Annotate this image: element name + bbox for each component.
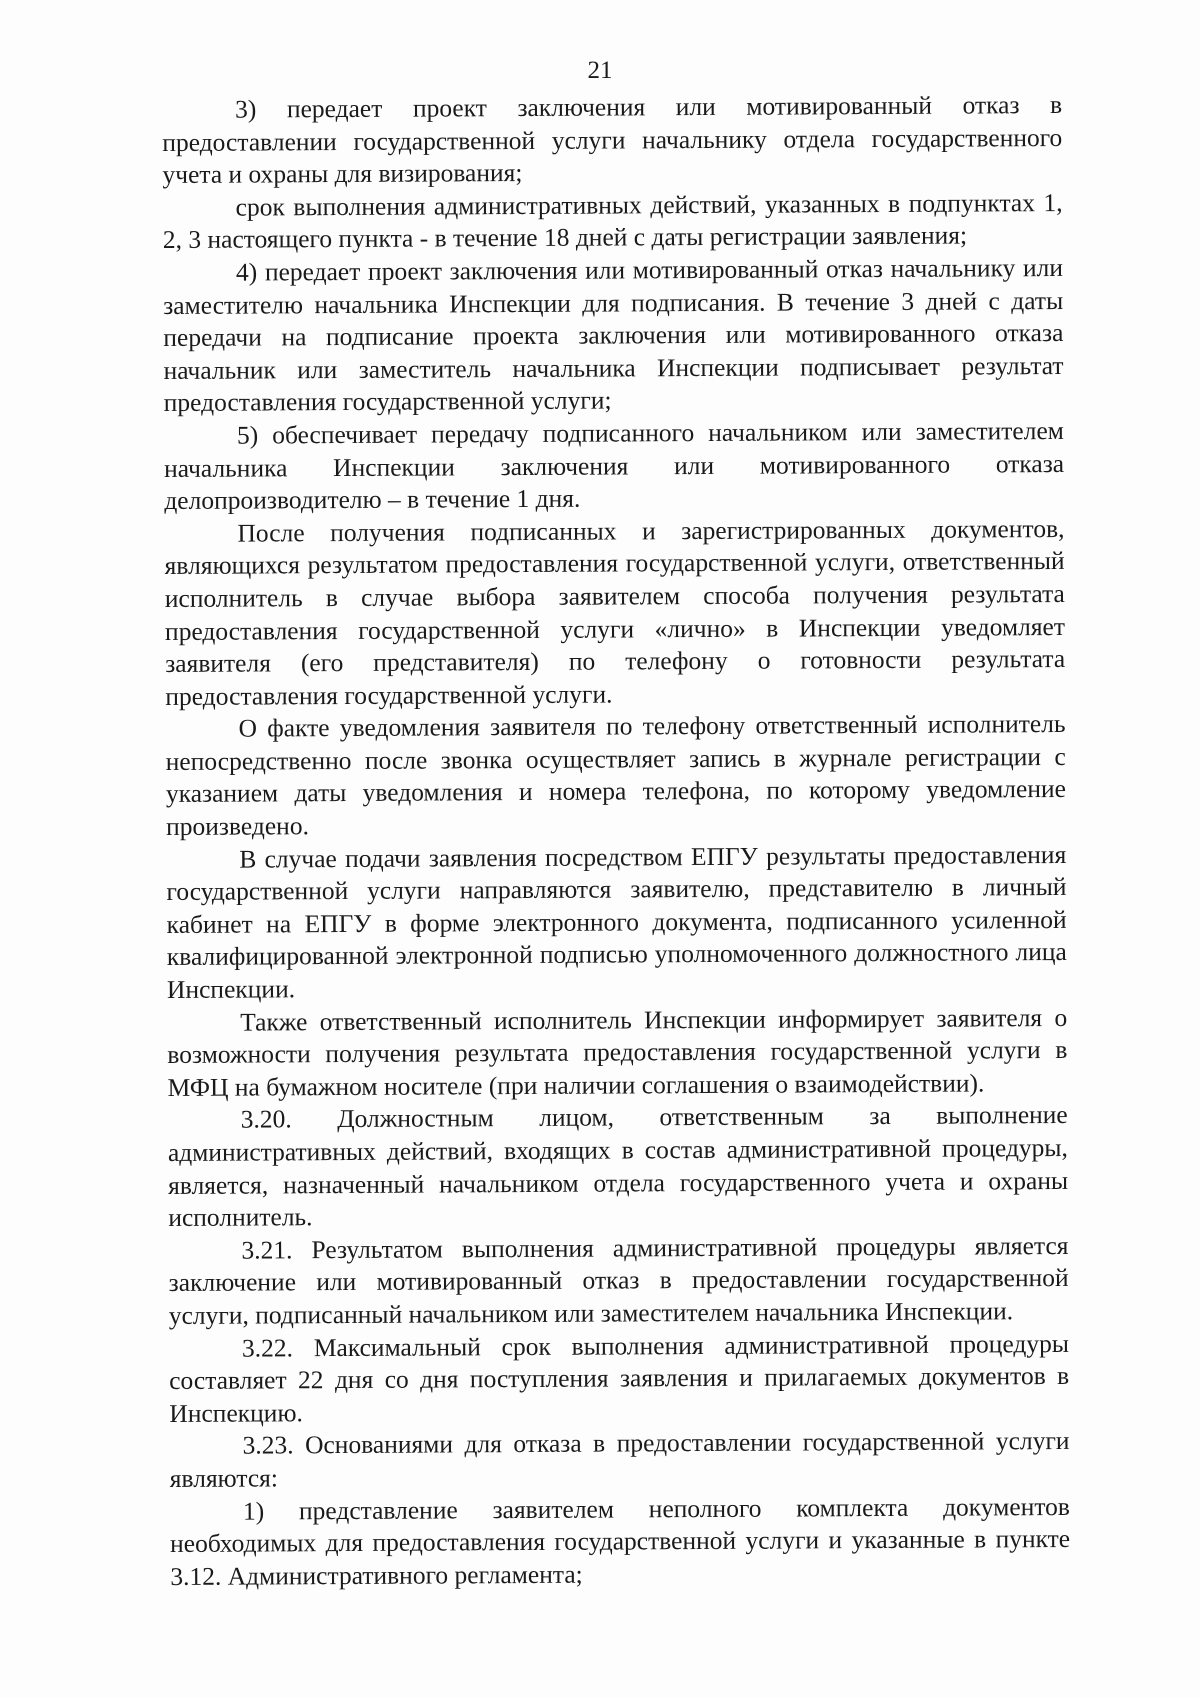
paragraph-clause-3-23: 3.23. Основаниями для отказа в предоставлении государственной услуги являются: (169, 1426, 1070, 1493)
page-number: 21 (587, 57, 613, 84)
paragraph-clause-3-21: 3.21. Результатом выполнения административной процедуры является заключение или мотивированный отказ в предоставлении государственной услуги, подписанный начальником или заместителем начальника Инспекции. (168, 1230, 1069, 1330)
paragraph-deadline-items-1-3: срок выполнения административных действий, указанных в подпунктах 1, 2, 3 настоящего пункта - в течение 18 дней с даты регистрации заявления; (162, 187, 1063, 255)
paragraph-item-3-send-draft: 3) передает проект заключения или мотивированный отказ в предоставлении государственной услуги начальнику отдела государственного учета и охраны для визирования; (162, 89, 1063, 190)
paragraph-item-4-signing: 4) передает проект заключения или мотивированный отказ начальнику или заместителю начальника Инспекции для подписания. В течение 3 дней с даты передачи на подписание проекта заключения или мотивированного отказа начальник или заместитель начальника Инспекции подписывает результат предоставления государственной услуги; (163, 252, 1064, 418)
paragraph-notify-applicant: После получения подписанных и зарегистрированных документов, являющихся результатом предоставления государственной услуги, ответственный исполнитель в случае выбора заявителем способа получения результата предоставления государственной услуги «лично» в Инспекции уведомляет заявителя (его представителя) по телефону о готовности результата предоставления государственной услуги. (164, 513, 1066, 711)
paragraph-journal-record: О факте уведомления заявителя по телефону ответственный исполнитель непосредственно после звонка осуществляет запись в журнале регистрации с указанием даты уведомления и номера телефона, по которому уведомление произведено. (165, 709, 1066, 842)
paragraph-mfc-info: Также ответственный исполнитель Инспекции информирует заявителя о возможности получения результата предоставления государственной услуги в МФЦ на бумажном носителе (при наличии соглашения о взаимодействии). (167, 1002, 1068, 1102)
paragraph-clause-3-22: 3.22. Максимальный срок выполнения административной процедуры составляет 22 дня со дня поступления заявления и прилагаемых документов в Инспекцию. (169, 1328, 1070, 1428)
paragraph-epgu-result: В случае подачи заявления посредством ЕПГУ результаты предоставления государственной услуги направляются заявителю, представителю в личный кабинет на ЕПГУ в форме электронного документа, подписанного усиленной квалифицированной электронной подписью уполномоченного должностного лица Инспекции. (166, 839, 1067, 1005)
paragraph-item-5-transfer: 5) обеспечивает передачу подписанного начальником или заместителем начальника Инспекции заключения или мотивированного отказа делопроизводителю – в течение 1 дня. (164, 415, 1065, 516)
paragraph-clause-3-20: 3.20. Должностным лицом, ответственным за выполнение административных действий, входящих в состав административной процедуры, является, назначенный начальником отдела государственного учета и охраны исполнитель. (167, 1100, 1069, 1233)
document-body (162, 89, 1070, 1593)
paragraph-refusal-ground-1: 1) представление заявителем неполного комплекта документов необходимых для предоставления государственной услуги и указанные в пункте 3.12. Административного регламента; (170, 1491, 1071, 1591)
